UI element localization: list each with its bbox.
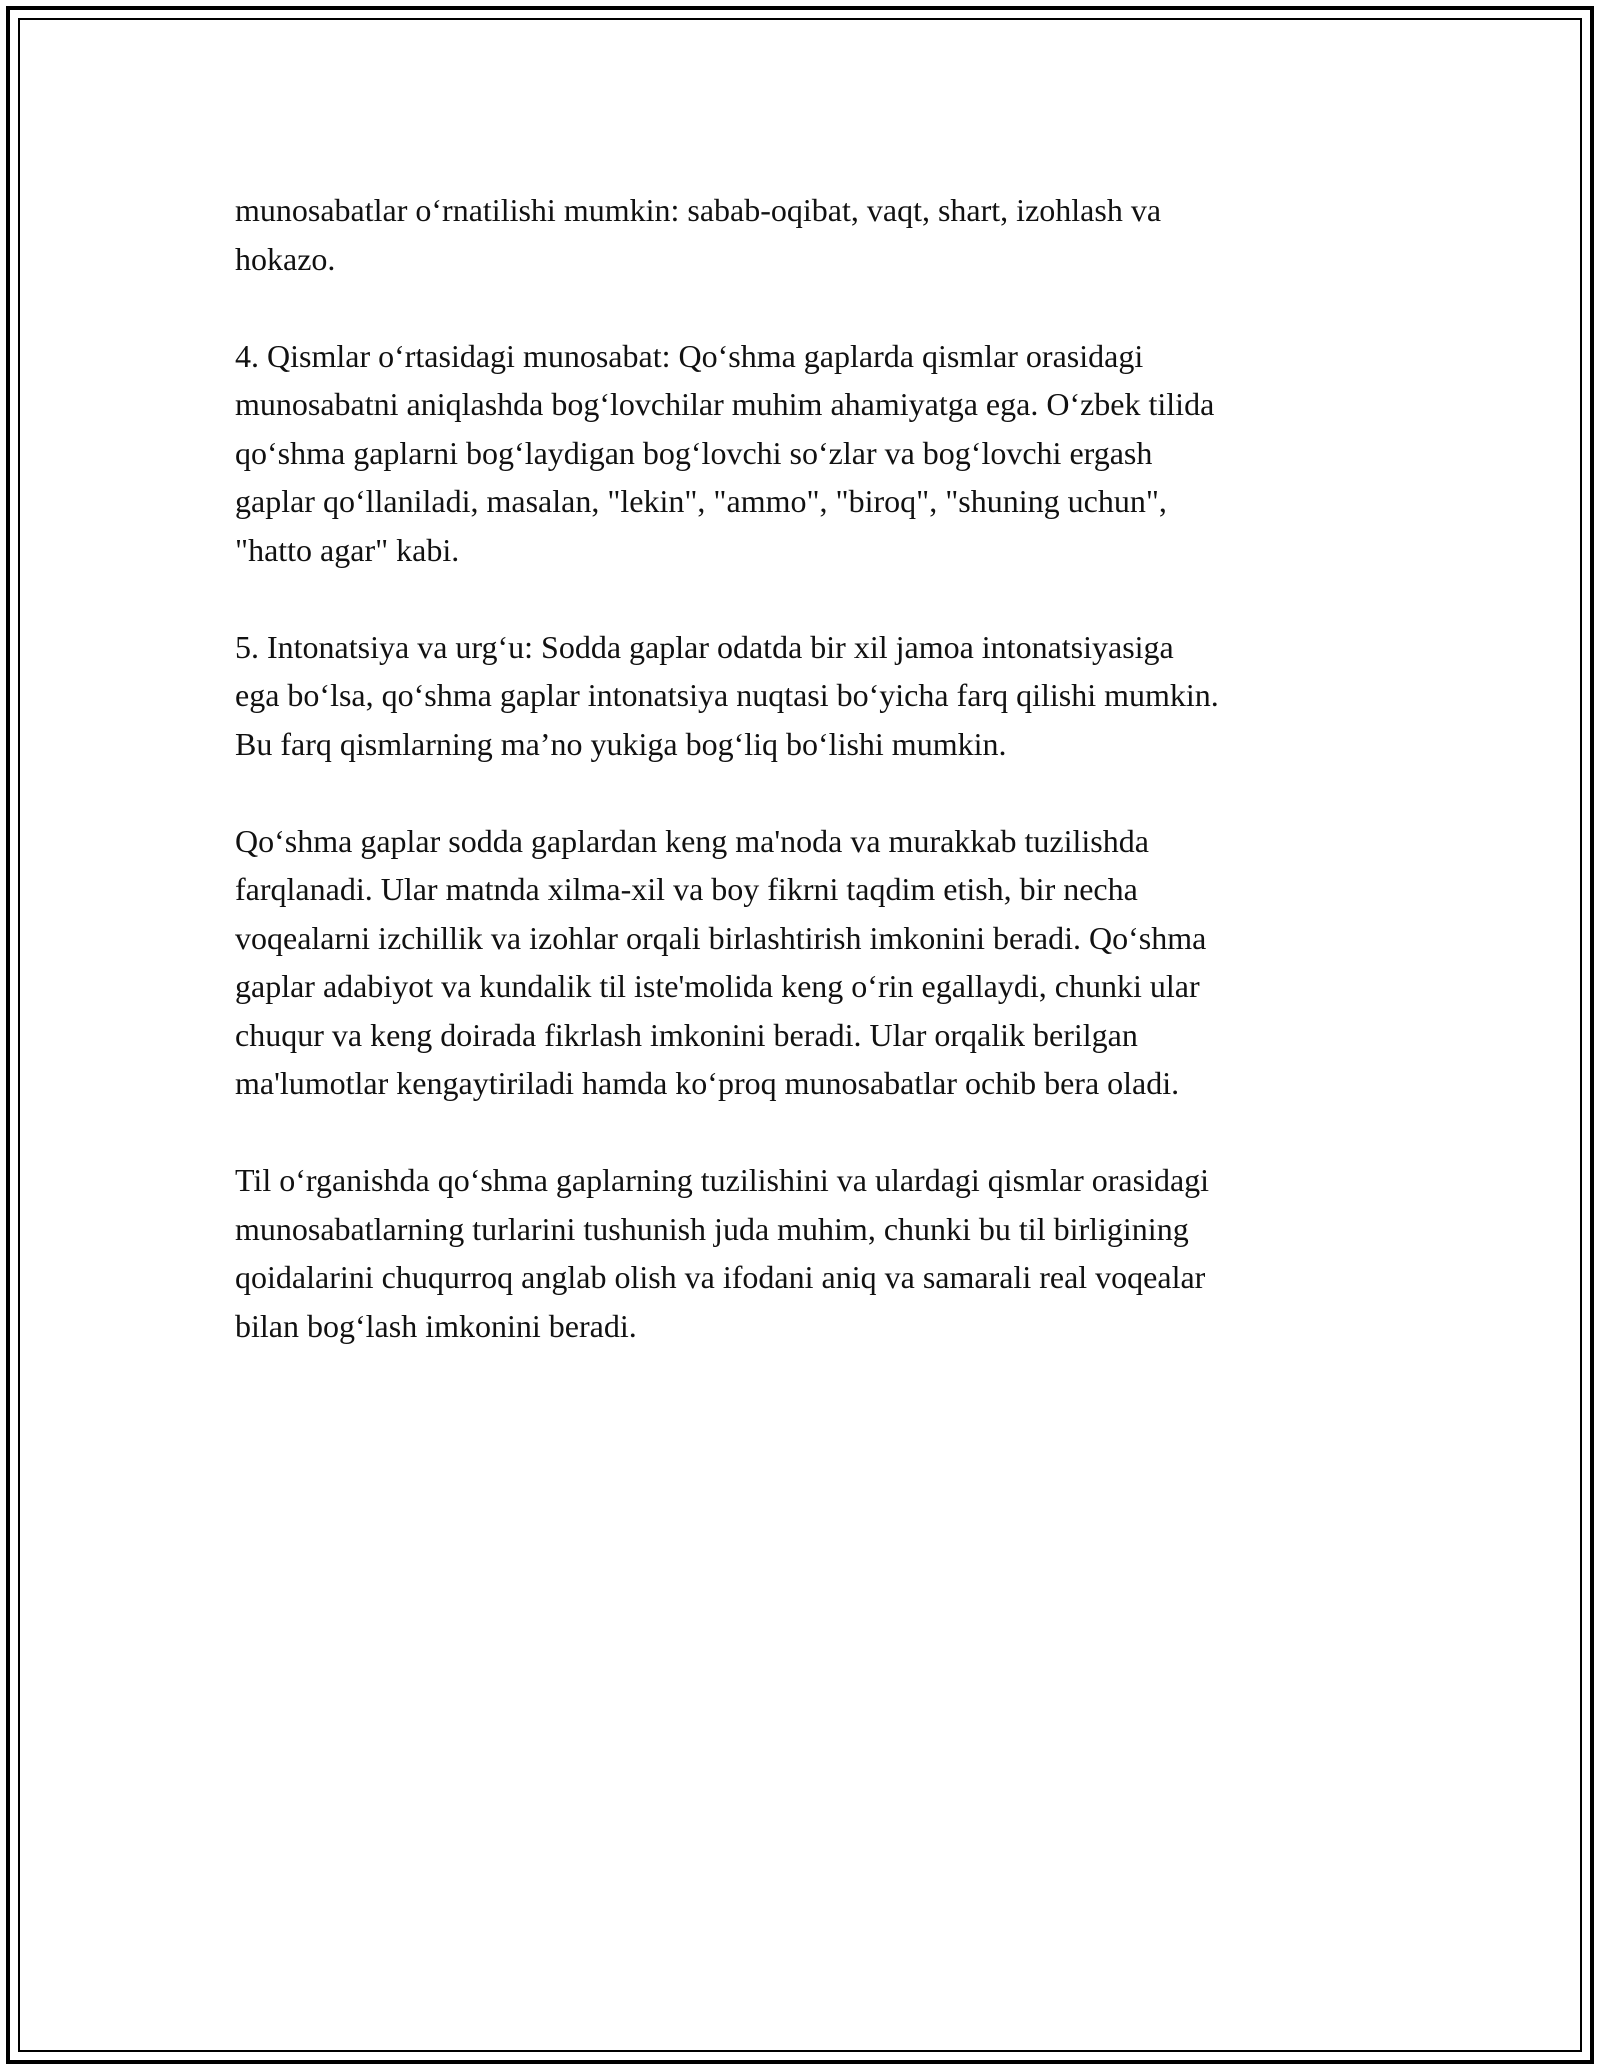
- paragraph-point-5: 5. Intonatsiya va urg‘u: Sodda gaplar odatda bir xil jamoa intonatsiyasiga ega bo‘lsa, qo‘shma gaplar intonatsiya nuqtasi bo‘yicha farq qilishi mumkin. Bu farq qismlarning ma’no yukiga bog‘liq bo‘lishi mumkin.: [235, 628, 1219, 762]
- paragraph-point-4: 4. Qismlar o‘rtasidagi munosabat: Qo‘shma gaplarda qismlar orasidagi munosabatni aniqlashda bog‘lovchilar muhim ahamiyatga ega. O‘zbek tilida qo‘shma gaplarni bog‘laydigan bog‘lovchi so‘zlar va bog‘lovchi ergash gaplar qo‘llaniladi, masalan, "lekin", "ammo", "biroq", "shuning uchun", "hatto agar" kabi.: [235, 337, 1215, 568]
- document-body: [235, 186, 1375, 1399]
- paragraph-intro-continuation: munosabatlar o‘rnatilishi mumkin: sabab-oqibat, vaqt, shart, izohlash va hokazo.: [235, 192, 1162, 277]
- paragraph-conclusion: Til o‘rganishda qo‘shma gaplarning tuzilishini va ulardagi qismlar orasidagi munosabatlarning turlarini tushunish juda muhim, chunki bu til birligining qoidalarini chuqurroq anglab olish va ifodani aniq va samarali real voqealar bilan bog‘lash imkonini beradi.: [235, 1162, 1210, 1344]
- paragraph-summary: Qo‘shma gaplar sodda gaplardan keng ma'noda va murakkab tuzilishda farqlanadi. Ular matnda xilma-xil va boy fikrni taqdim etish, bir necha voqealarni izchillik va izohlar orqali birlashtirish imkonini beradi. Qo‘shma gaplar adabiyot va kundalik til iste'molida keng o‘rin egallaydi, chunki ular chuqur va keng doirada fikrlash imkonini beradi. Ular orqalik berilgan ma'lumotlar kengaytiriladi hamda ko‘proq munosabatlar ochib bera oladi.: [235, 822, 1207, 1101]
